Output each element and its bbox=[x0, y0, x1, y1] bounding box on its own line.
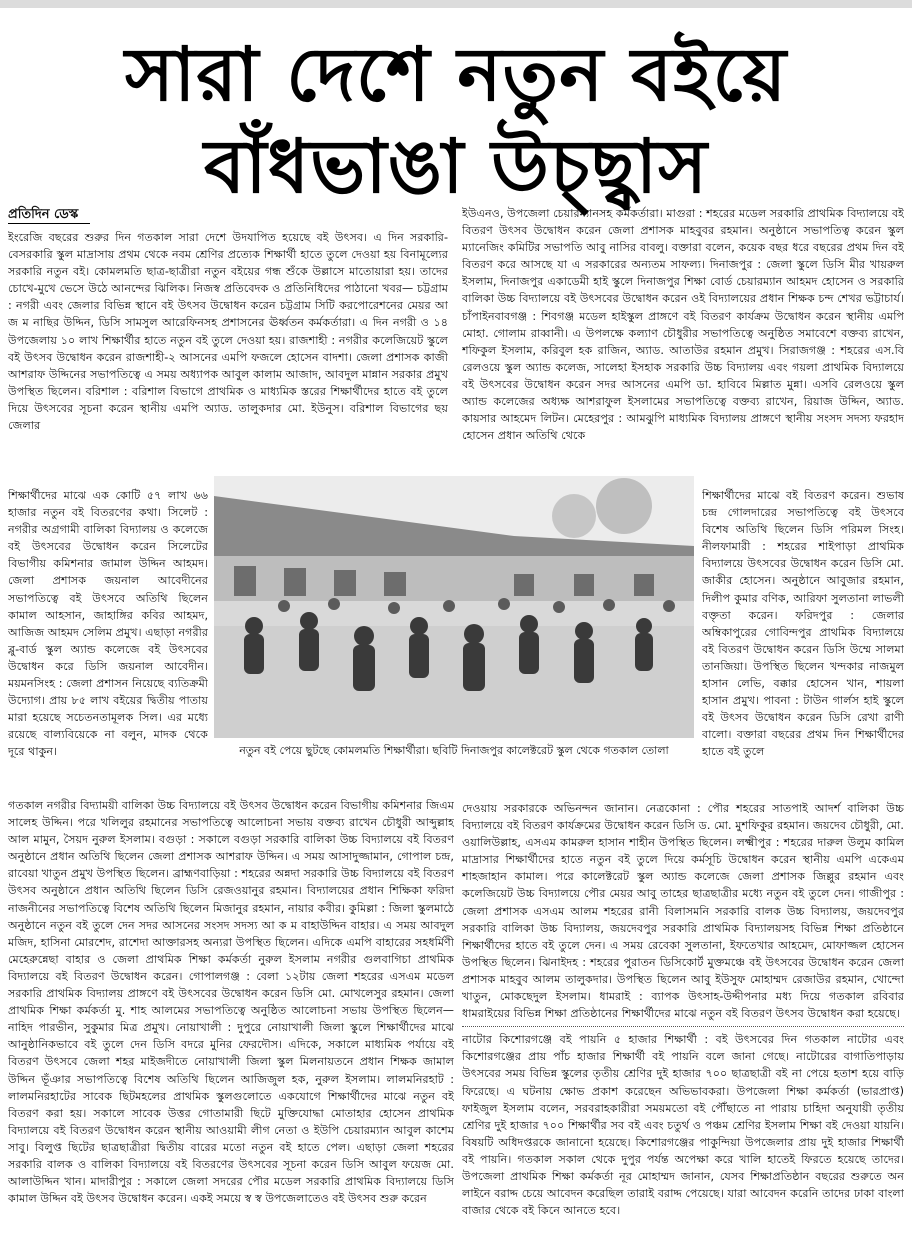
photo-illustration bbox=[214, 476, 694, 738]
article-column-bottom-left bbox=[8, 797, 454, 1237]
page-top-band bbox=[0, 0, 912, 8]
headline-line-1: সারা দেশে নতুন বইয়ে bbox=[124, 32, 788, 118]
article-column-narrow-left bbox=[8, 487, 208, 797]
article-text-bottom-right-a: দেওয়ায় সরকারকে অভিনন্দন জানান। নেত্রকোনা : পৌর শহরের সাতপাই আদর্শ বালিকা উচ্চ বিদ্যালয়ে বই বিতরণ কার্যক্রমের উদ্বোধন করেন ডিসি ড. মো. মুশফিকুর রহমান। জয়দেব চৌধুরী, মো. ওয়ালিউল্লাহ, এসএম কামরুল হাসান শাহীন উপস্থিত ছিলেন। লক্ষ্মীপুর : শহরের দারুল উলুম কামিল মাদ্রাসার শিক্ষার্থীদের হাতে নতুন বই তুলে দিয়ে কর্মসূচি উদ্বোধন করেন স্থানীয় এমপি একেএম শাহজাহান কামাল। পরে কালেক্টরেট স্কুল অ্যান্ড কলেজে জেলা প্রশাসক জিল্লুর রহমান এবং কলেজিয়েট উচ্চ বিদ্যালয়ে পৌর মেয়র আবু তাহের ছাত্রছাত্রীর মধ্যে নতুন বই তুলে দেন। গাজীপুর : জেলা প্রশাসক এসএম আলম শহরের রানী বিলাসমনি সরকারি বালক উচ্চ বিদ্যালয়, জয়দেবপুর সরকারি বালিকা উচ্চ বিদ্যালয়, জয়দেবপুর সরকারি প্রাথমিক বিদ্যালয়সহ বিভিন্ন শিক্ষা প্রতিষ্ঠানে শিক্ষার্থীদের হাতে বই তুলে দেন। এ সময় রেবেকা সুলতানা, ইফতেখার আহমেদ, মোফাজ্জল হোসেন উপস্থিত ছিলেন। ঝিনাইদহ : শহরের পুরাতন ডিসিকোর্ট মুক্তমঞ্চে বই উৎসবের উদ্বোধন করেন জেলা প্রশাসক মাহবুব আলম তালুকদার। উপস্থিত ছিলেন আবু ইউসুফ মোহাম্মদ রেজাউর রহমান, খোন্দো খাতুন, মোকছেদুল ইসলাম। ধামরাই : ব্যাপক উৎসাহ-উদ্দীপনার মধ্য দিয়ে গতকাল রবিবার ধামরাইয়ের বিভিন্ন শিক্ষা প্রতিষ্ঠানের শিক্ষার্থীদের মাঝে নতুন বই বিতরণ উৎসব উদ্বোধন করা হয়েছে। bbox=[462, 802, 904, 1021]
article-text-narrow-right: শিক্ষার্থীদের মাঝে বই বিতরণ করেন। শুভাষ চন্দ্র গোলদারের সভাপতিত্বে বই উৎসবে বিশেষ অতিথি ছিলেন ডিসি পরিমল সিংহ। নীলফামারী : শহরের শাইপাড়া প্রাথমিক বিদ্যালয়ে উৎসবের উদ্বোধন করেন ডিসি মো. জাকীর হোসেন। অনুষ্ঠানে আবুজার রহমান, দিলীপ কুমার বণিক, আরিফা সুলতানা লাভলী বক্তৃতা করেন। ফরিদপুর : জেলার অম্বিকাপুরের গোবিন্দপুর প্রাথমিক বিদ্যালয়ে বই বিতরণ উদ্বোধন করেন ডিসি উম্মে সালমা তানজিয়া। উপস্থিত ছিলেন খন্দকার নাজমুল হাসান লেভি, বক্কার হোসেন খান, শায়লা হাসান প্রমুখ। পাবনা : টাউন গার্লস হাই স্কুলে বই উৎসব উদ্বোধন করেন ডিসি রেখা রাণী বালো। বক্তারা বছরের প্রথম দিন শিক্ষার্থীদের হাতে বই তুলে bbox=[702, 489, 904, 759]
article-text-narrow-left: শিক্ষার্থীদের মাঝে এক কোটি ৫৭ লাখ ৬৬ হাজার নতুন বই বিতরণের কথা। সিলেট : নগরীর অগ্রগামী বালিকা বিদ্যালয় ও কলেজে বই উৎসবের উদ্বোধন করেন সিলেটের বিভাগীয় কমিশনার জামাল উদ্দিন আহমদ। জেলা প্রশাসক জয়নাল আবেদীনের সভাপতিত্বে বই উৎসবে অতিথি ছিলেন কামাল আহসান, জাহাঙ্গির কবির আহমদ, আজিজ আহমদ সেলিম প্রমুখ। এছাড়া নগরীর ব্লু-বার্ড স্কুল অ্যান্ড কলেজে বই উৎসবের উদ্বোধন করে ডিসি জয়নাল আবেদীন। ময়মনসিংহ : জেলা প্রশাসন নিয়েছে ব্যতিক্রমী উদ্যোগ। প্রায় ৮৫ লাখ বইয়ের দ্বিতীয় পাতায় মারা হয়েছে সচেতনতামূলক সিল। এর মধ্যে রয়েছে বাল্যবিয়েকে না বলুন, মাদক থেকে দূরে থাকুন। bbox=[8, 489, 208, 759]
news-photo-students-running bbox=[214, 476, 694, 738]
article-text-bottom-left: গতকাল নগরীর বিদ্যাময়ী বালিকা উচ্চ বিদ্যালয়ে বই উৎসব উদ্বোধন করেন বিভাগীয় কমিশনার জিএম সালেহ উদ্দিন। পরে খলিলুর রহমানের সভাপতিত্বে আলোচনা সভায় বক্তব্য রাখেন চৌধুরী আব্দুল্লাহ আল মামুন, সৈয়দ নুরুল ইসলাম। বগুড়া : সকালে বগুড়া সরকারি বালিকা উচ্চ বিদ্যালয়ে বই বিতরণ অনুষ্ঠানে প্রধান অতিথি ছিলেন জেলা প্রশাসক আশরাফ উদ্দিন। এ সময় আসাদুজ্জামান, গোপাল চন্দ্র, রাবেয়া খাতুন প্রমুখ উপস্থিত ছিলেন। ব্রাহ্মণবাড়িয়া : শহরের অন্নদা সরকারি উচ্চ বিদ্যালয়ে বই বিতরণ উৎসব অনুষ্ঠানে প্রধান অতিথি ছিলেন ডিসি রেজওয়ানুর রহমান। বিদ্যালয়ের প্রধান শিক্ষিকা ফরিদা নাজনীনের সভাপতিত্বে বিশেষ অতিথি ছিলেন মিজানুর রহমান, নায়ার কবীর। কুমিল্লা : জিলা স্কুলমাঠে অনুষ্ঠানে নতুন বই তুলে দেন সদর আসনের সংসদ সদস্য আ ক ম বাহাউদ্দিন বাহার। এ সময় আবদুল মজিদ, হাসিনা মোরশেদ, রাশেদা আক্তারসহ অন্যরা উপস্থিত ছিলেন। এদিকে এমপি বাহারের সহধর্মিণী মেহেরুন্নেছা বাহার ও জেলা প্রাথমিক শিক্ষা কর্মকর্তা নুরুল ইসলাম নগরীর গুলবাগিচা প্রাথমিক বিদ্যালয়ে বই বিতরণ উদ্বোধন করেন। গোপালগঞ্জ : বেলা ১২টায় জেলা শহরের এসএম মডেল সরকারি প্রাথমিক বিদ্যালয় প্রাঙ্গণে বই উৎসবের উদ্বোধন করেন ডিসি মো. মোখলেসুর রহমান। জেলা প্রাথমিক শিক্ষা কর্মকর্তা মু. শাহ আলমের সভাপতিত্বে অনুষ্ঠিত আলোচনা সভায় উপস্থিত ছিলেন—নাহিদ পারভীন, সুকুমার মিত্র প্রমুখ। নোয়াখালী : দুপুরে নোয়াখালী জিলা স্কুলে শিক্ষার্থীদের মাঝে আনুষ্ঠানিকভাবে বই তুলে দেন ডিসি বদরে মুনির ফেরদৌস। এদিকে, সকালে মাধ্যমিক পর্যায়ে বই বিতরণ উৎসবে জেলা শহর মাইজদীতে নোয়াখালী জিলা স্কুল মিলনায়তনে প্রধান শিক্ষক জামাল উদ্দিন ভূঁঞার সভাপতিত্বে বিশেষ অতিথি ছিলেন আজিজুল হক, নুরুল ইসলাম। লালমনিরহাট : লালমনিরহাটের সাবেক ছিটমহলের প্রাথমিক স্কুলগুলোতে একযোগে শিক্ষার্থীদের মাঝে নতুন বই বিতরণ করা হয়। সকালে সাবেক উত্তর গোতামারী ছিটে মুক্তিযোদ্ধা মোতাহার হোসেন প্রাথমিক বিদ্যালয়ে বই বিতরণ উদ্বোধন করেন স্থানীয় আওয়ামী লীগ নেতা ও ইউপি চেয়ারম্যান আবুল কাশেম সাবু। বিলুপ্ত ছিটের ছাত্রছাত্রীরা দ্বিতীয় বারের মতো নতুন বই হাতে পেল। এছাড়া জেলা শহরের সরকারি বালক ও বালিকা বিদ্যালয়ে বই বিতরণের উৎসবের সূচনা করেন ডিসি আবুল ফয়েজ মো. আলাউদ্দিন খান। মাদারীপুর : সকালে জেলা সদরের পৌর মডেল সরকারি প্রাথমিক বিদ্যালয়ে ডিসি কামাল উদ্দিন বই উৎসব উদ্বোধন করেন। একই সময়ে স্ব স্ব উপজেলাতেও বই উৎসব শুরু করেন bbox=[8, 799, 454, 1206]
article-column-left-top bbox=[8, 207, 448, 487]
section-divider bbox=[462, 1026, 904, 1027]
article-text-bottom-right-b: নাটোর কিশোরগঞ্জে বই পায়নি ৫ হাজার শিক্ষার্থী : বই উৎসবের দিন গতকাল নাটোর এবং কিশোরগঞ্জের প্রায় পাঁচ হাজার শিক্ষার্থী বই পায়নি বলে জানা গেছে। নাটোরের বাগাতিপাড়ায় উৎসবের সময় বিভিন্ন স্কুলের তৃতীয় শ্রেণির দুই হাজার ৭০০ ছাত্রছাত্রী বই না পেয়ে হতাশ হয়ে বাড়ি ফিরেছে। এ ঘটনায় ক্ষোভ প্রকাশ করেছেন অভিভাবকরা। উপজেলা শিক্ষা কর্মকর্তা (ভারপ্রাপ্ত) ফাইজুল ইসলাম বলেন, সরবরাহকারীরা সময়মতো বই পৌঁছাতে না পারায় চাহিদা অনুযায়ী তৃতীয় শ্রেণির দুই হাজার ৭০০ শিক্ষার্থীর সব বই এবং চতুর্থ ও পঞ্চম শ্রেণির ইসলাম শিক্ষা বই দেওয়া যায়নি। বিষয়টি অধিদপ্তরকে জানানো হয়েছে। কিশোরগঞ্জের পাকুন্দিয়া উপজেলার প্রায় দুই হাজার শিক্ষার্থী বই পায়নি। গতকাল সকাল থেকে দুপুর পর্যন্ত অপেক্ষা করে খালি হাতেই ফিরতে হয়েছে তাদের। উপজেলা প্রাথমিক শিক্ষা কর্মকর্তা নূর মোহাম্মদ জানান, যেসব শিক্ষাপ্রতিষ্ঠান বছরের শুরুতে অন লাইনে বরাদ্দ চেয়ে আবেদন করেছিল তারাই বরাদ্দ পেয়েছে। যারা আবেদন করেনি তাদের ঢাকা বাংলা বাজার থেকে বই কিনে আনতে হবে। bbox=[462, 1033, 904, 1218]
photo-caption: নতুন বই পেয়ে ছুটছে কোমলমতি শিক্ষার্থীরা। ছবিটি দিনাজপুর কালেক্টরেট স্কুল থেকে গতকাল তোলা bbox=[239, 744, 669, 757]
byline: প্রতিদিন ডেস্ক bbox=[8, 207, 79, 222]
article-text-right-top: ইউএনও, উপজেলা চেয়ারম্যানসহ কর্মকর্তারা। মাগুরা : শহরের মডেল সরকারি প্রাথমিক বিদ্যালয়ে বই বিতরণ উৎসব উদ্বোধন করেন জেলা প্রশাসক মাহবুবর রহমান। অনুষ্ঠানে সভাপতিত্ব করেন স্কুল ম্যানেজিং কমিটির সভাপতি আবু নাসির বাবলু। বক্তারা বলেন, কয়েক বছর ধরে বছরের প্রথম দিন বই বিতরণ করে আসছে যা এ সরকারের অন্যতম সাফল্য। দিনাজপুর : জেলা স্কুলে ডিসি মীর খায়রুল ইসলাম, দিনাজপুর একাডেমী হাই স্কুলে দিনাজপুর শিক্ষা বোর্ড চেয়ারম্যান আহমদ হোসেন ও সরকারি বালিকা উচ্চ বিদ্যালয়ে বই উৎসবের উদ্বোধন করেন ওই বিদ্যালয়ের প্রধান শিক্ষক চন্দ শেখর ভট্টাচার্য। চাঁপাইনবাবগঞ্জ : শিবগঞ্জ মডেল হাইস্কুল প্রাঙ্গণে বই বিতরণ কার্যক্রম উদ্বোধন করেন স্থানীয় এমপি মোহা. গোলাম রাব্বানী। এ উপলক্ষে কল্যাণ চৌধুরীর সভাপতিত্বে অনুষ্ঠিত সমাবেশে বক্তব্য রাখেন, শফিকুল ইসলাম, করিবুল হক রাজিন, অ্যাড. আতাউর রহমান প্রমুখ। সিরাজগঞ্জ : শহরের এস.বি রেলওয়ে স্কুল অ্যান্ড কলেজ, সালেহা ইসহাক সরকারি উচ্চ বিদ্যালয় এবং গয়লা প্রাথমিক বিদ্যালয়ে বই উৎসবের উদ্বোধন করেন সদর আসনের এমপি ডা. হাবিবে মিল্লাত মুন্না। এসবি রেলওয়ে স্কুল অ্যান্ড কলেজের অধ্যক্ষ আশরাফুল ইসলামের সভাপতিত্বে বক্তব্য রাখেন, রিয়াজ উদ্দিন, অ্যাড. কায়সার আহমেদ লিটন। মেহেরপুর : আমঝুপি মাধ্যমিক বিদ্যালয় প্রাঙ্গণে স্থানীয় সংসদ সদস্য ফরহাদ হোসেন প্রধান অতিথি থেকে bbox=[462, 207, 904, 443]
article-text-left-top: ইংরেজি বছরের শুরুর দিন গতকাল সারা দেশে উদযাপিত হয়েছে বই উৎসব। এ দিন সরকারি-বেসরকারি স্কুল মাদ্রাসায় প্রথম থেকে নবম শ্রেণির প্রত্যেক শিক্ষার্থী হাতে তুলে দেওয়া হয় বিনামূল্যের সরকারি নতুন বই। কোমলমতি ছাত্র-ছাত্রীরা নতুন বইয়ের গন্ধ শুঁকে উল্লাসে মাতোয়ারা হয়। তাদের চোখে-মুখে ভেসে উঠে আনন্দের ঝিলিক। নিজস্ব প্রতিবেদক ও প্রতিনিধিদের পাঠানো খবর— চট্টগ্রাম : নগরী এবং জেলার বিভিন্ন স্থানে বই উৎসব উদ্বোধন করেন চট্টগ্রাম সিটি করপোরেশনের মেয়র আ জ ম নাছির উদ্দিন, ডিসি সামসুল আরেফিনসহ প্রশাসনের ঊর্ধ্বতন কর্মকর্তারা। এ দিন নগরী ও ১৪ উপজেলায় ১০ লাখ শিক্ষার্থীর হাতে নতুন বই তুলে দেওয়া হয়। রাজশাহী : নগরীর কলেজিয়েট স্কুলে বই উৎসব উদ্বোধন করেন রাজশাহী-২ আসনের এমপি ফজলে হোসেন বাদশা। জেলা প্রশাসক কাজী আশরাফ উদ্দিনের সভাপতিত্বে এ সময় অধ্যাপক আবুল কালাম আজাদ, আবদুল মান্নান সরকার প্রমুখ উপস্থিত ছিলেন। বরিশাল : বরিশাল বিভাগে প্রাথমিক ও মাধ্যমিক স্তরের শিক্ষার্থীদের হাতে বই তুলে দিয়ে উৎসবের সূচনা করেন স্থানীয় এমপি অ্যাড. তালুকদার মো. ইউনুস। বরিশাল বিভাগের ছয় জেলার bbox=[8, 231, 448, 433]
article-column-right-top bbox=[462, 205, 904, 485]
article-column-bottom-right bbox=[462, 800, 904, 1237]
article-column-narrow-right bbox=[702, 487, 904, 797]
headline-line-2: বাঁধভাঙা উচ্ছ্বাস bbox=[204, 124, 708, 210]
